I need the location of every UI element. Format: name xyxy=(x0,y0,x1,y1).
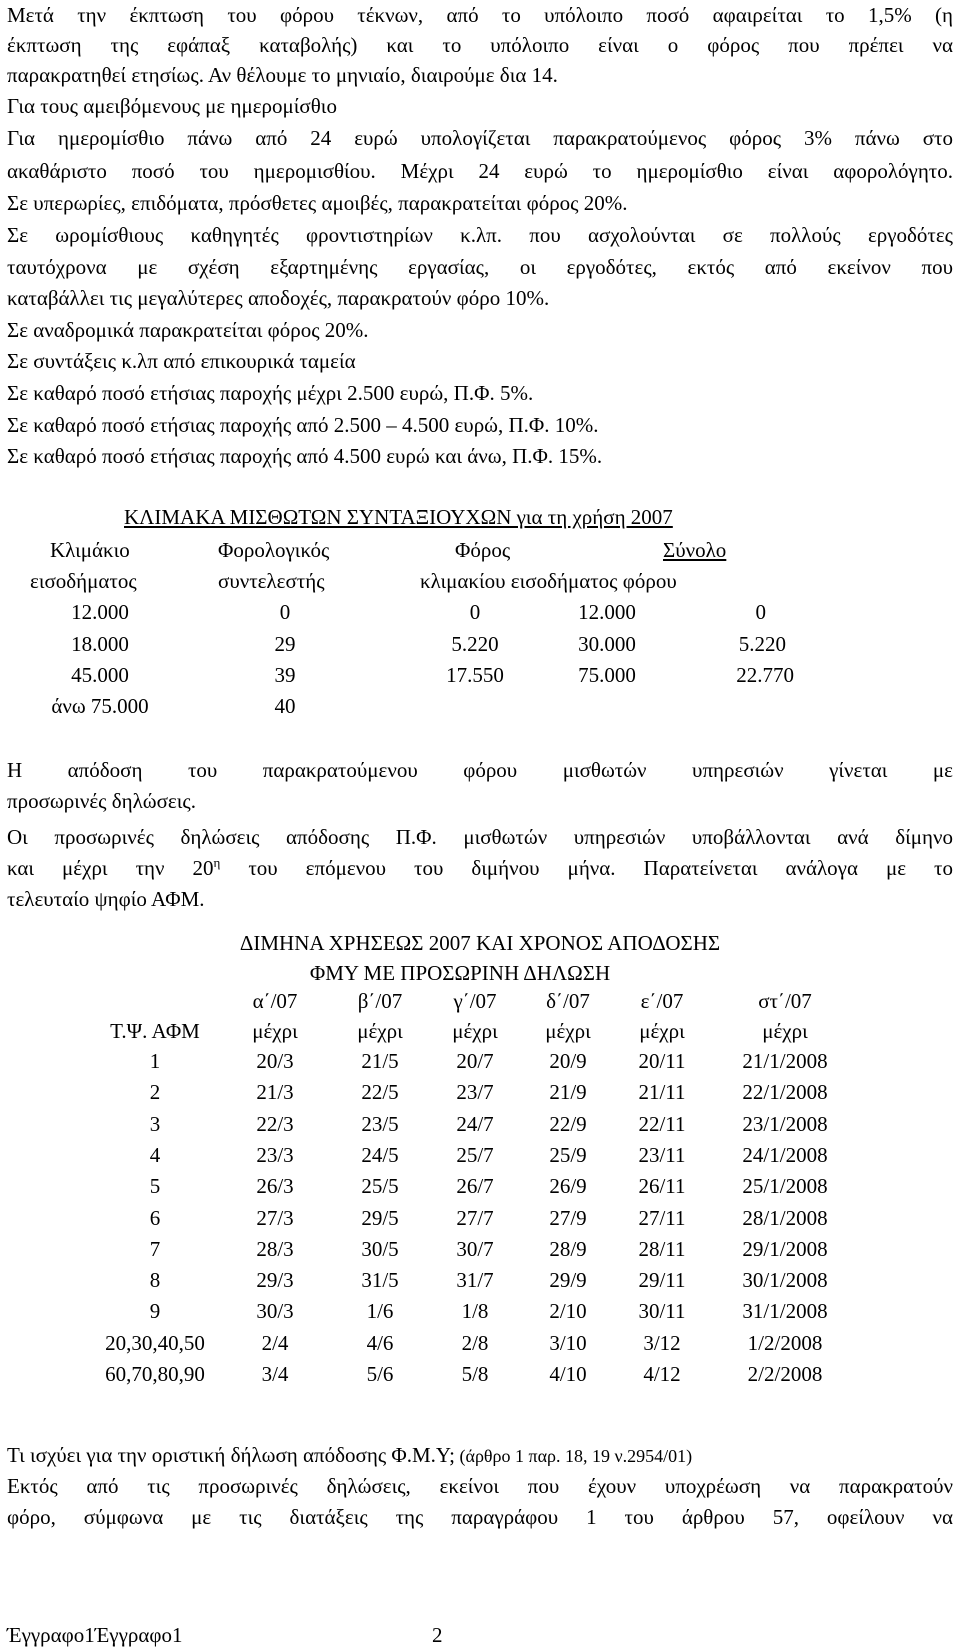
scale-cell: 29 xyxy=(274,632,296,656)
scale-header: Κλιμάκιο xyxy=(50,538,130,562)
scale-cell: 22.770 xyxy=(736,663,794,687)
deadline-date: 20/7 xyxy=(456,1049,494,1073)
deadline-date: 2/2/2008 xyxy=(747,1362,823,1386)
deadline-date: 31/7 xyxy=(456,1268,494,1292)
para-line: προσωρινές δηλώσεις. xyxy=(7,789,196,813)
scale-cell: άνω 75.000 xyxy=(51,694,149,718)
para-line: Σε καθαρό ποσό ετήσιας παροχής από 4.500 ευρώ και άνω, Π.Φ. 15%. xyxy=(7,444,603,468)
para-line: Σε καθαρό ποσό ετήσιας παροχής μέχρι 2.500 ευρώ, Π.Φ. 5%. xyxy=(7,381,534,405)
deadline-date: 4/6 xyxy=(366,1331,394,1355)
deadline-date: 23/5 xyxy=(361,1112,399,1136)
para-line: Σε συντάξεις κ.λπ από επικουρικά ταμεία xyxy=(7,349,356,373)
scale-cell: 12.000 xyxy=(578,600,636,624)
deadline-header: δ΄/07 xyxy=(546,989,590,1013)
scale-cell: 5.220 xyxy=(451,632,499,656)
deadline-date: 21/3 xyxy=(256,1080,294,1104)
deadline-afm-digit: 8 xyxy=(149,1268,161,1292)
scale-header: κλιμακίου εισοδήματος φόρου xyxy=(420,569,677,593)
deadline-date: 23/1/2008 xyxy=(742,1112,828,1136)
scale-cell: 12.000 xyxy=(71,600,129,624)
question-line xyxy=(7,1440,953,1471)
deadline-date: 27/9 xyxy=(549,1206,587,1230)
scale-cell: 0 xyxy=(279,600,291,624)
deadline-date: 2/4 xyxy=(261,1331,289,1355)
para-line: παρακρατηθεί ετησίως. Αν θέλουμε το μηνιαίο, διαιρούμε δια 14. xyxy=(7,63,558,87)
deadline-header: μέχρι xyxy=(545,1019,591,1043)
deadline-date: 21/1/2008 xyxy=(742,1049,828,1073)
deadline-date: 27/3 xyxy=(256,1206,294,1230)
para-line: Σε υπερωρίες, επιδόματα, πρόσθετες αμοιβές, παρακρατείται φόρος 20%. xyxy=(7,191,628,215)
deadline-date: 3/12 xyxy=(643,1331,681,1355)
deadline-date: 31/5 xyxy=(361,1268,399,1292)
deadline-header: γ΄/07 xyxy=(453,989,497,1013)
scale-header: Σύνολο xyxy=(663,538,727,562)
deadlines-subtitle: ΦΜΥ ΜΕ ΠΡΟΣΩΡΙΝΗ ΔΗΛΩΣΗ xyxy=(309,961,611,985)
para-line: φόρο, σύμφωνα με τις διατάξεις της παραγράφου 1 του άρθρου 57, οφείλουν να xyxy=(7,1505,953,1529)
deadline-date: 27/7 xyxy=(456,1206,494,1230)
deadline-header: μέχρι xyxy=(762,1019,808,1043)
deadline-date: 28/9 xyxy=(549,1237,587,1261)
deadline-date: 29/3 xyxy=(256,1268,294,1292)
deadline-date: 3/10 xyxy=(549,1331,587,1355)
para-line: και μέχρι την $20^\eta$ του επόμενου του διμήνου μήνα. Παρατείνεται ανάλογα με το xyxy=(7,855,953,880)
deadline-afm-digit: 3 xyxy=(149,1112,161,1136)
deadline-date: 25/5 xyxy=(361,1174,399,1198)
para-line: Για τους αμειβόμενους με ημερομίσθιο xyxy=(7,94,337,118)
deadline-date: 29/1/2008 xyxy=(742,1237,828,1261)
scale-header: συντελεστής xyxy=(218,569,325,593)
deadline-date: 29/9 xyxy=(549,1268,587,1292)
scale-cell: 30.000 xyxy=(578,632,636,656)
para-line: καταβάλλει τις μεγαλύτερες αποδοχές, παρακρατούν φόρο 10%. xyxy=(7,286,550,310)
deadline-date: 30/7 xyxy=(456,1237,494,1261)
deadline-date: 23/11 xyxy=(638,1143,686,1167)
deadline-date: 30/11 xyxy=(638,1299,686,1323)
deadline-date: 22/1/2008 xyxy=(742,1080,828,1104)
deadline-date: 24/7 xyxy=(456,1112,494,1136)
deadline-date: 2/10 xyxy=(549,1299,587,1323)
scale-cell: 17.550 xyxy=(446,663,504,687)
footer-page-number: 2 xyxy=(432,1623,443,1647)
para-line: Σε αναδρομικά παρακρατείται φόρος 20%. xyxy=(7,318,369,342)
deadline-date: 25/7 xyxy=(456,1143,494,1167)
para-line: Εκτός από τις προσωρινές δηλώσεις, εκείνοι που έχουν υποχρέωση να παρακρατούν xyxy=(7,1474,953,1498)
question-reference: (άρθρο 1 παρ. 18, 19 ν.2954/01) xyxy=(455,1446,693,1466)
deadline-header: Τ.Ψ. ΑΦΜ xyxy=(110,1019,200,1043)
deadline-header: μέχρι xyxy=(639,1019,685,1043)
deadline-afm-digit: 2 xyxy=(149,1080,161,1104)
deadline-date: 21/9 xyxy=(549,1080,587,1104)
scale-cell: 45.000 xyxy=(71,663,129,687)
scale-cell: 18.000 xyxy=(71,632,129,656)
deadline-date: 26/9 xyxy=(549,1174,587,1198)
deadline-date: 21/11 xyxy=(638,1080,686,1104)
scale-header: Φορολογικός xyxy=(218,538,330,562)
scale-cell: 39 xyxy=(274,663,296,687)
deadline-date: 30/1/2008 xyxy=(742,1268,828,1292)
deadline-date: 30/5 xyxy=(361,1237,399,1261)
para-line: Σε ωρομίσθιους καθηγητές φροντιστηρίων κ.λπ. που ασχολούνται σε πολλούς εργοδότες xyxy=(7,223,953,247)
deadline-afm-digit: 9 xyxy=(149,1299,161,1323)
footer-doc-name: Έγγραφο1Έγγραφο1 xyxy=(7,1623,183,1647)
scale-cell: 75.000 xyxy=(578,663,636,687)
deadline-header: μέχρι xyxy=(252,1019,298,1043)
para-line: ακαθάριστο ποσό του ημερομισθίου. Μέχρι 24 ευρώ το ημερομίσθιο είναι αφορολόγητο. xyxy=(7,159,953,183)
deadline-date: 22/11 xyxy=(638,1112,686,1136)
para-line: Για ημερομίσθιο πάνω από 24 ευρώ υπολογίζεται παρακρατούμενος φόρος 3% πάνω στο xyxy=(7,126,953,150)
deadline-header: μέχρι xyxy=(357,1019,403,1043)
deadline-afm-digit: 7 xyxy=(149,1237,161,1261)
deadline-afm-digit: 6 xyxy=(149,1206,161,1230)
scale-cell: 0 xyxy=(755,600,766,624)
deadline-date: 1/2/2008 xyxy=(747,1331,823,1355)
deadline-date: 21/5 xyxy=(361,1049,399,1073)
deadlines-title: ΔΙΜΗΝΑ ΧΡΗΣΕΩΣ 2007 ΚΑΙ ΧΡΟΝΟΣ ΑΠΟΔΟΣΗΣ xyxy=(239,931,721,955)
para-line: Μετά την έκπτωση του φόρου τέκνων, από το υπόλοιπο ποσό αφαιρείται το 1,5% (η xyxy=(7,3,953,27)
deadline-header: β΄/07 xyxy=(357,989,403,1013)
deadline-date: 26/7 xyxy=(456,1174,494,1198)
scale-cell: 0 xyxy=(469,600,481,624)
deadline-date: 1/6 xyxy=(366,1299,394,1323)
deadline-date: 26/11 xyxy=(638,1174,686,1198)
deadline-date: 22/3 xyxy=(256,1112,294,1136)
para-line: Σε καθαρό ποσό ετήσιας παροχής από 2.500 – 4.500 ευρώ, Π.Φ. 10%. xyxy=(7,413,599,437)
deadline-afm-digit: 5 xyxy=(149,1174,161,1198)
deadline-date: 1/8 xyxy=(461,1299,489,1323)
deadline-date: 3/4 xyxy=(261,1362,289,1386)
deadline-date: 28/3 xyxy=(256,1237,294,1261)
deadline-date: 23/3 xyxy=(256,1143,294,1167)
para-line: Η απόδοση του παρακρατούμενου φόρου μισθωτών υπηρεσιών γίνεται με xyxy=(7,758,953,782)
deadline-date: 29/11 xyxy=(638,1268,686,1292)
deadline-date: 24/1/2008 xyxy=(742,1143,828,1167)
deadline-date: 4/12 xyxy=(643,1362,681,1386)
para-line: έκπτωση της εφάπαξ καταβολής) και το υπόλοιπο είναι ο φόρος που πρέπει να xyxy=(7,33,953,57)
deadline-date: 26/3 xyxy=(256,1174,294,1198)
deadline-date: 5/8 xyxy=(461,1362,489,1386)
scale-header: Φόρος xyxy=(455,538,511,562)
para-line: τελευταίο ψηφίο ΑΦΜ. xyxy=(7,887,205,911)
deadline-date: 25/9 xyxy=(549,1143,587,1167)
deadline-date: 20/11 xyxy=(638,1049,686,1073)
deadline-header: α΄/07 xyxy=(252,989,298,1013)
question-text: Τι ισχύει για την οριστική δήλωση απόδοσης Φ.Μ.Υ; xyxy=(7,1443,456,1467)
deadline-date: 5/6 xyxy=(366,1362,394,1386)
deadline-header: μέχρι xyxy=(452,1019,498,1043)
deadline-date: 23/7 xyxy=(456,1080,494,1104)
para-line: Οι προσωρινές δηλώσεις απόδοσης Π.Φ. μισθωτών υπηρεσιών υποβάλλονται ανά δίμηνο xyxy=(7,825,953,849)
scale-table-title: ΚΛΙΜΑΚΑ ΜΙΣΘΩΤΩΝ ΣΥΝΤΑΞΙΟΥΧΩΝ για τη χρήση 2007 xyxy=(124,505,673,529)
deadline-date: 24/5 xyxy=(361,1143,399,1167)
deadline-date: 28/1/2008 xyxy=(742,1206,828,1230)
deadline-date: 25/1/2008 xyxy=(742,1174,828,1198)
deadline-header: στ΄/07 xyxy=(758,989,812,1013)
deadline-date: 4/10 xyxy=(549,1362,587,1386)
deadline-date: 29/5 xyxy=(361,1206,399,1230)
deadline-afm-digit: 1 xyxy=(149,1049,161,1073)
scale-cell: 5.220 xyxy=(738,632,786,656)
deadline-afm-digit: 4 xyxy=(149,1143,161,1167)
deadline-afm-digit: 20,30,40,50 xyxy=(105,1331,205,1355)
deadline-date: 22/5 xyxy=(361,1080,399,1104)
deadline-date: 27/11 xyxy=(638,1206,686,1230)
deadline-date: 20/3 xyxy=(256,1049,294,1073)
para-line: ταυτόχρονα με σχέση εξαρτημένης εργασίας, οι εργοδότες, εκτός από εκείνον που xyxy=(7,255,953,279)
deadline-header: ε΄/07 xyxy=(640,989,684,1013)
deadline-date: 2/8 xyxy=(461,1331,489,1355)
deadline-afm-digit: 60,70,80,90 xyxy=(105,1362,205,1386)
deadline-date: 28/11 xyxy=(638,1237,686,1261)
deadline-date: 30/3 xyxy=(256,1299,294,1323)
deadline-date: 22/9 xyxy=(549,1112,587,1136)
deadline-date: 20/9 xyxy=(549,1049,587,1073)
scale-cell: 40 xyxy=(274,694,296,718)
deadline-date: 31/1/2008 xyxy=(742,1299,828,1323)
scale-header: εισοδήματος xyxy=(30,569,137,593)
